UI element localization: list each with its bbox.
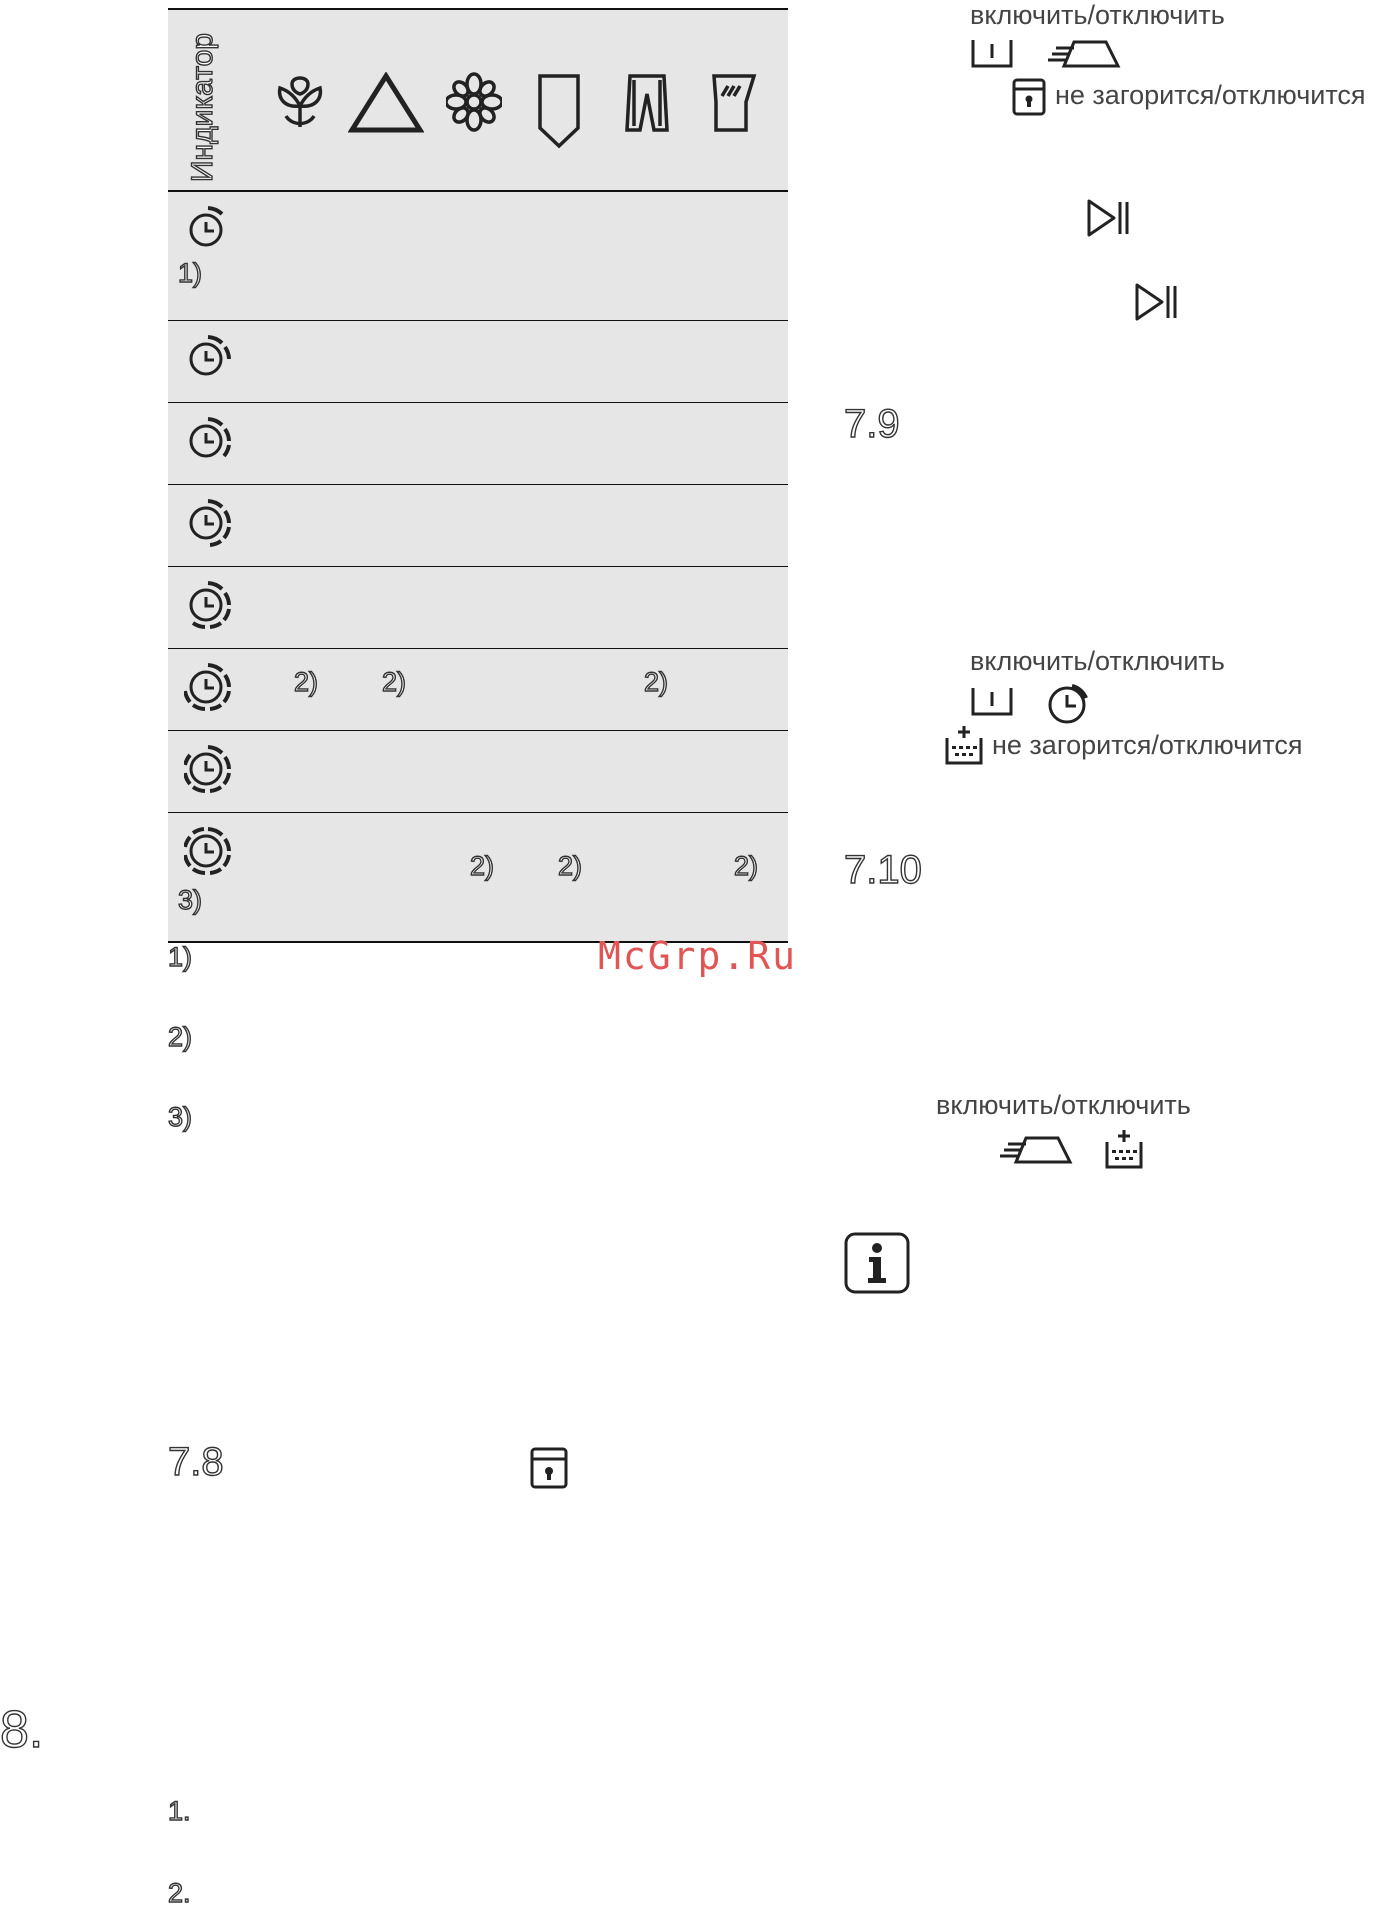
row-note: 2): [382, 667, 407, 697]
toggle-label-3: включить/отключить: [936, 1090, 1191, 1120]
synthetics-icon: [348, 72, 424, 134]
footnote-3: 3): [168, 1102, 193, 1132]
door-lock-icon: [1012, 78, 1046, 116]
time-manager-icon: [1046, 682, 1090, 726]
row-note: 2): [644, 667, 669, 697]
step-2: 2.: [168, 1878, 191, 1908]
table-row: [168, 567, 788, 649]
cotton-icon: [272, 72, 328, 132]
start-pause-icon: [1086, 198, 1130, 238]
toggle-label-2: включить/отключить: [970, 646, 1225, 676]
info-icon: [844, 1232, 910, 1294]
easy-iron-icon: [1000, 1134, 1074, 1166]
footnote-2: 2): [168, 1022, 193, 1052]
section-7-10-number: 7.10: [844, 848, 922, 892]
table-row: [168, 485, 788, 567]
step-1: 1.: [168, 1796, 191, 1826]
door-lock-icon: [530, 1447, 568, 1489]
row-note: 2): [734, 851, 759, 881]
status-label-2: не загорится/отключится: [992, 730, 1303, 760]
row-note: 2): [294, 667, 319, 697]
section-7-8-number: 7.8: [168, 1440, 224, 1484]
easy-iron-icon: [1048, 38, 1122, 70]
row-footnote-1: 1): [178, 258, 203, 288]
table-row: [168, 649, 788, 731]
start-pause-icon: [1134, 282, 1178, 322]
table-row: [168, 321, 788, 403]
timer-level-6-icon: [184, 661, 234, 715]
timer-level-5-icon: [184, 579, 234, 633]
row-note: 2): [470, 851, 495, 881]
timer-level-3-icon: [184, 415, 234, 465]
extra-rinse-icon: [1104, 1128, 1144, 1170]
footnote-1: 1): [168, 942, 193, 972]
jeans-icon: [624, 72, 670, 134]
table-header: [168, 8, 788, 192]
prewash-icon: [970, 686, 1014, 718]
section-8-number: 8.: [0, 1701, 44, 1759]
timer-level-4-icon: [184, 497, 234, 551]
extra-rinse-icon: [944, 724, 984, 766]
sportswear-icon: [708, 72, 758, 134]
timer-level-1-icon: [184, 204, 234, 254]
wool-icon: [536, 72, 582, 150]
status-label-1: не загорится/отключится: [1055, 80, 1366, 110]
indicator-header-label: Индикатор: [186, 33, 219, 182]
table-row: [168, 403, 788, 485]
table-row: [168, 731, 788, 813]
indicator-table: [168, 8, 788, 943]
row-footnote-3: 3): [178, 885, 203, 915]
table-row: [168, 192, 788, 321]
row-note: 2): [558, 851, 583, 881]
toggle-label-1: включить/отключить: [970, 0, 1225, 30]
timer-level-8-icon: [184, 825, 234, 879]
timer-level-7-icon: [184, 743, 234, 797]
section-7-9-number: 7.9: [844, 402, 900, 446]
table-row: [168, 813, 788, 943]
prewash-icon: [970, 38, 1014, 70]
watermark: McGrp.Ru: [598, 934, 798, 978]
timer-level-2-icon: [184, 333, 234, 383]
delicates-icon: [446, 72, 502, 132]
